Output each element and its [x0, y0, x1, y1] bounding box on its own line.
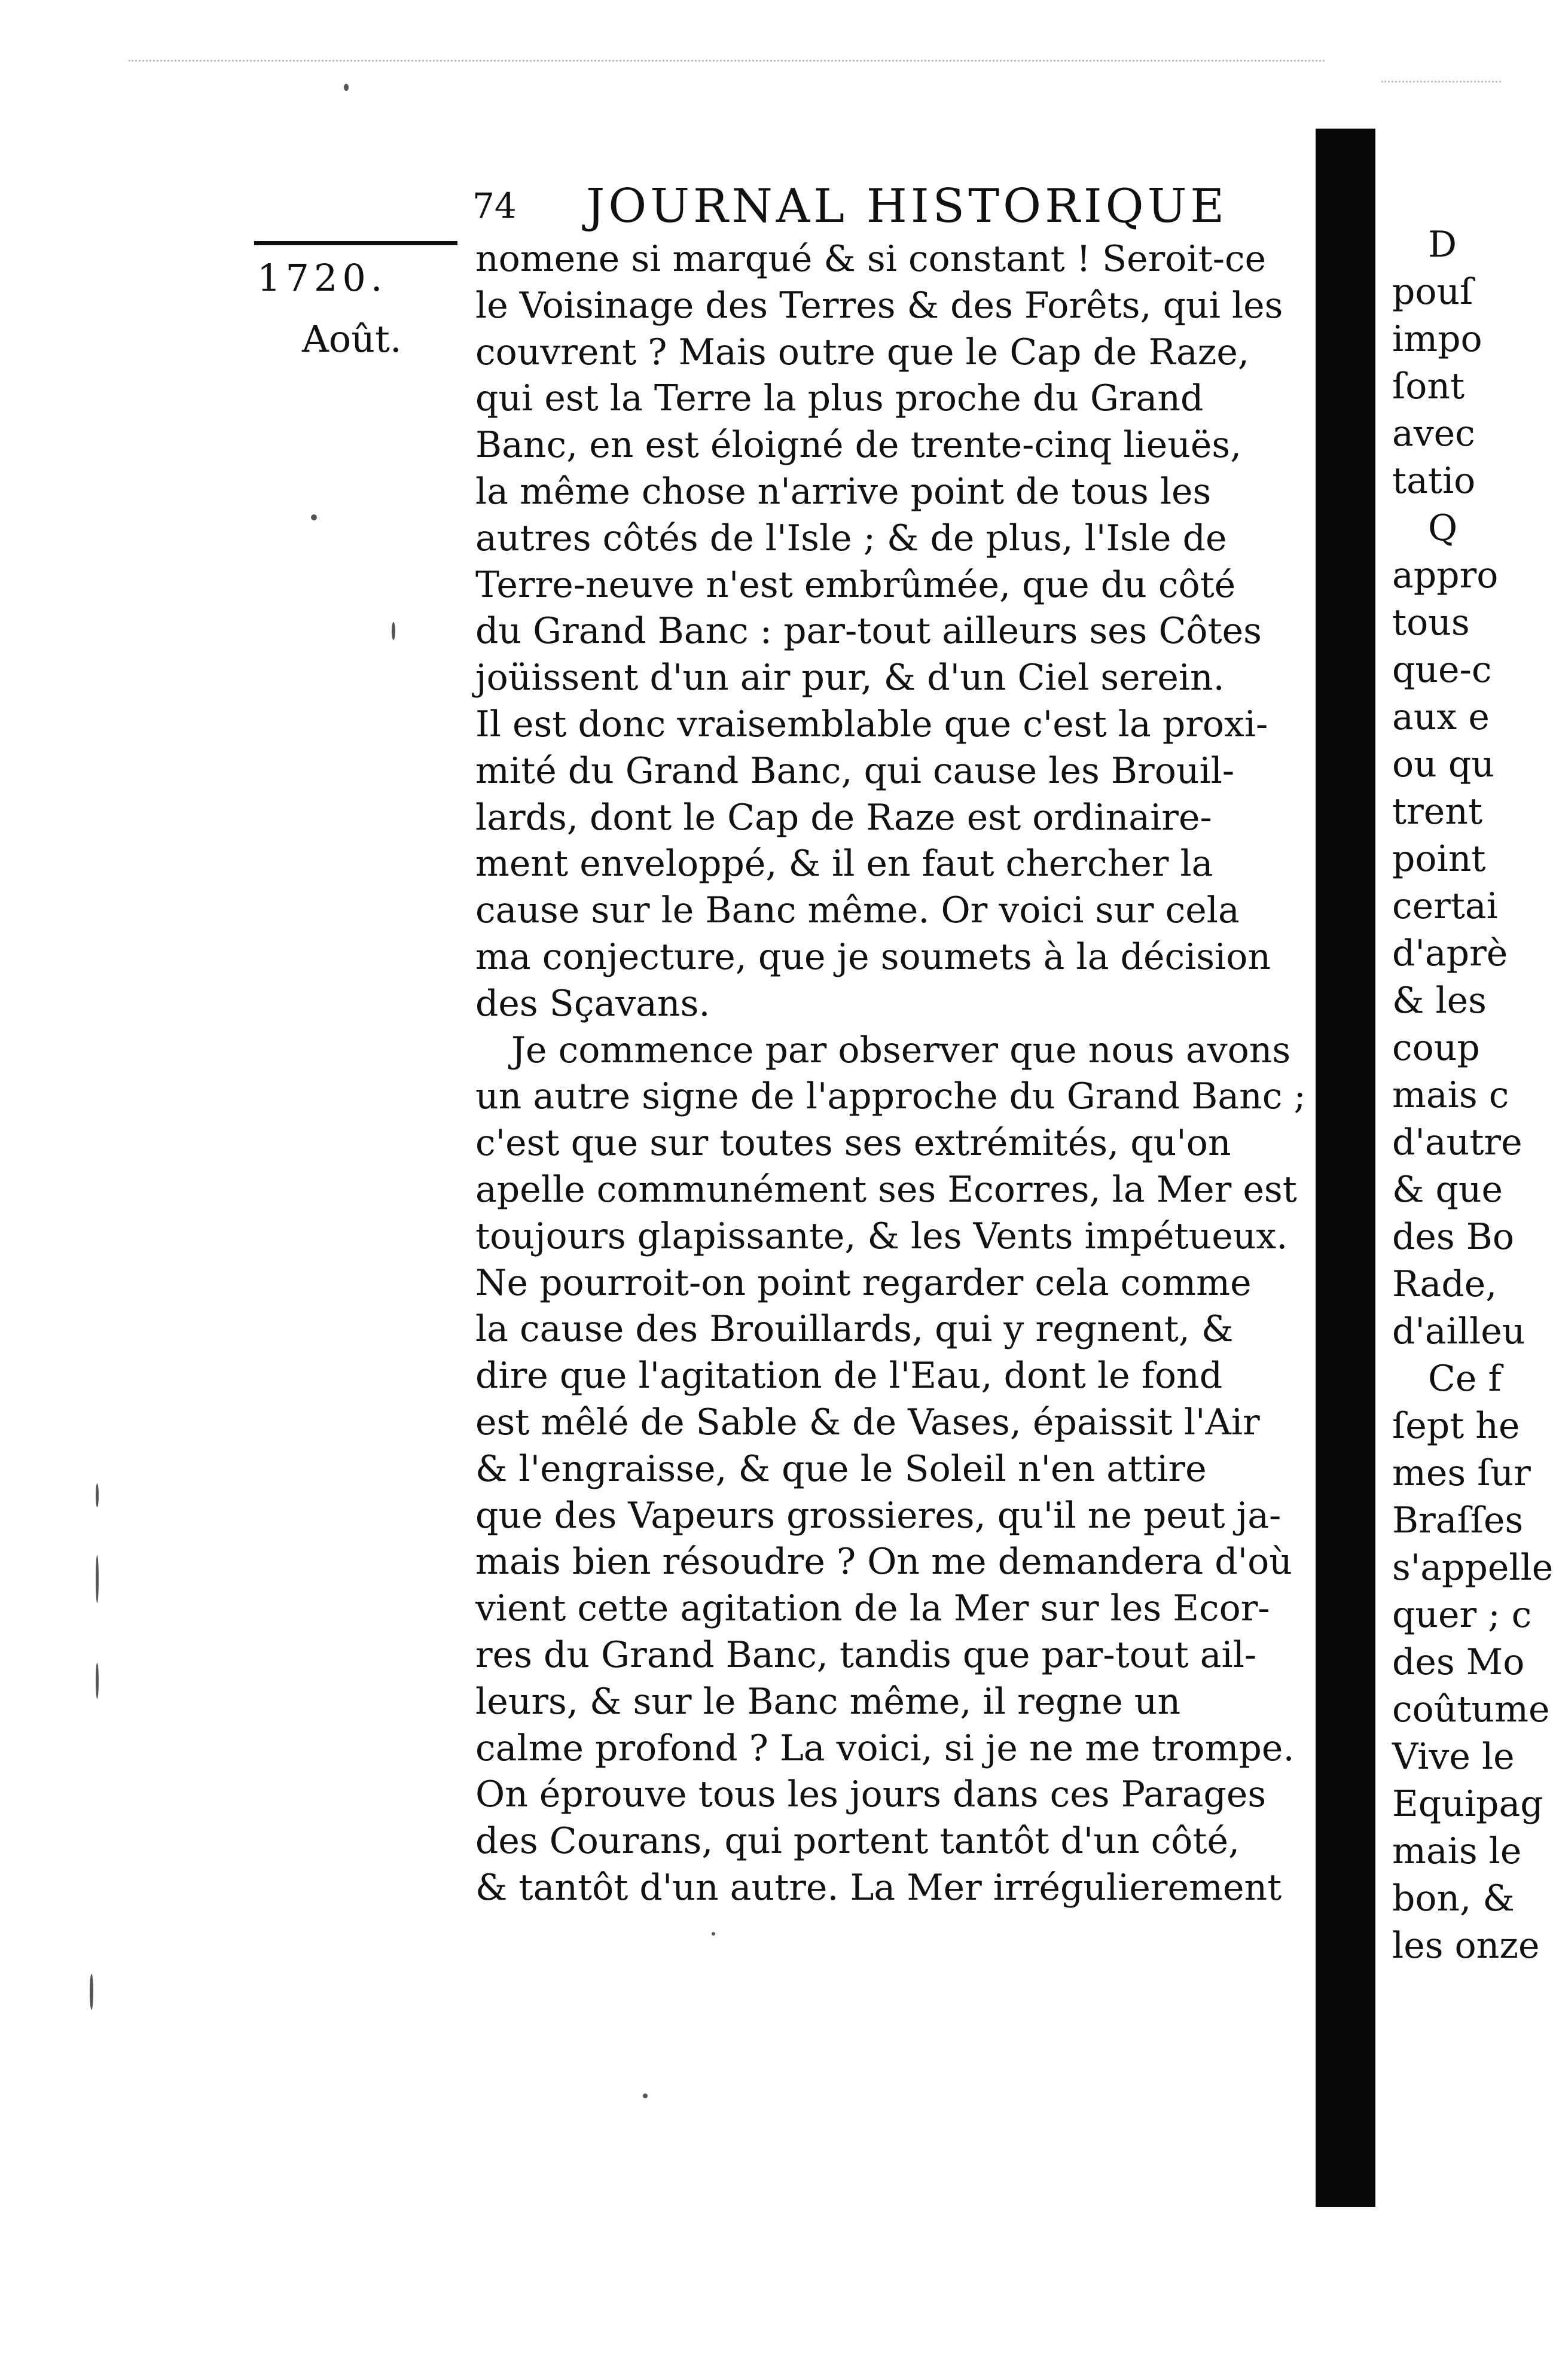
facing-text-line: point [1392, 838, 1486, 880]
facing-text-line: pouſ [1392, 271, 1473, 313]
text-line: dire que l'agitation de l'Eau, dont le fond [475, 1355, 1223, 1397]
text-line: qui est la Terre la plus proche du Grand [475, 377, 1204, 420]
facing-text-line: coûtume [1392, 1689, 1550, 1730]
facing-text-line: avec [1392, 413, 1475, 455]
facing-text-line: impo [1392, 318, 1482, 360]
ink-speck [96, 1483, 99, 1507]
text-line: la cause des Brouillards, qui y regnent, & [475, 1308, 1234, 1351]
text-line: & l'engraisse, & que le Soleil n'en attire [475, 1447, 1207, 1490]
text-line: On éprouve tous les jours dans ces Parages [475, 1773, 1267, 1816]
text-line: des Sçavans. [475, 982, 710, 1025]
facing-text-line: aux e [1392, 696, 1490, 738]
page-top-edge [129, 60, 1325, 65]
text-line: joüissent d'un air pur, & d'un Ciel serein. [475, 657, 1225, 699]
text-line: & tantôt d'un autre. La Mer irrégulierement [475, 1866, 1282, 1909]
text-line: un autre signe de l'approche du Grand Banc ; [475, 1075, 1306, 1118]
text-line: la même chose n'arrive point de tous les [475, 470, 1212, 513]
facing-text-line: ſept he [1392, 1405, 1520, 1447]
ink-speck [90, 1974, 93, 2010]
text-line: du Grand Banc : par-tout ailleurs ses Côtes [475, 610, 1262, 653]
facing-text-line: bon, & [1392, 1878, 1515, 1919]
text-line: couvrent ? Mais outre que le Cap de Raze, [475, 331, 1249, 373]
facing-text-line: Q [1428, 507, 1458, 549]
text-line: le Voisinage des Terres & des Forêts, qui les [475, 284, 1283, 327]
text-line: res du Grand Banc, tandis que par-tout ail- [475, 1634, 1257, 1676]
text-line: nomene si marqué & si constant ! Seroit-ce [475, 238, 1267, 280]
facing-text-line: trent [1392, 791, 1483, 833]
facing-text-line: D [1428, 224, 1457, 266]
text-line: Terre-neuve n'est embrûmée, que du côté [475, 563, 1236, 606]
margin-month: Août. [302, 317, 402, 361]
text-line: est mêlé de Sable & de Vases, épaissit l'Air [475, 1401, 1260, 1443]
text-line: ment enveloppé, & il en faut chercher la [475, 843, 1213, 885]
facing-text-line: mes ſur [1392, 1452, 1531, 1494]
facing-text-line: d'autre [1392, 1122, 1523, 1163]
facing-text-line: & les [1392, 980, 1487, 1022]
ink-speck [344, 84, 349, 91]
ink-speck [96, 1555, 99, 1603]
facing-text-line: des Mo [1392, 1641, 1525, 1683]
facing-text-line: coup [1392, 1027, 1480, 1069]
facing-text-line: mais le [1392, 1830, 1522, 1872]
facing-text-line: Rade, [1392, 1263, 1497, 1305]
text-line: c'est que sur toutes ses extrémités, qu'on [475, 1122, 1231, 1165]
facing-text-line: mais c [1392, 1074, 1509, 1116]
text-line: mité du Grand Banc, qui cause les Brouil- [475, 749, 1235, 792]
facing-text-line: tous [1392, 602, 1470, 644]
facing-text-line: Ce f [1428, 1358, 1502, 1400]
facing-text-line: des Bo [1392, 1216, 1514, 1258]
facing-text-line: s'appelle [1392, 1547, 1553, 1589]
facing-text-line: tatio [1392, 460, 1476, 502]
running-title: JOURNAL HISTORIQUE [586, 179, 1228, 233]
text-line: Banc, en est éloigné de trente-cinq lieuës, [475, 424, 1242, 467]
facing-text-line: d'ailleu [1392, 1311, 1525, 1352]
facing-text-line: que-c [1392, 649, 1492, 691]
text-line: cause sur le Banc même. Or voici sur cela [475, 889, 1240, 932]
text-line: Il est donc vraisemblable que c'est la proxi- [475, 703, 1268, 745]
facing-page-edge [1381, 81, 1501, 85]
ink-speck [643, 2093, 648, 2098]
text-line: apelle communément ses Ecorres, la Mer est [475, 1168, 1297, 1211]
facing-text-line: ſont [1392, 365, 1465, 407]
ink-speck [392, 622, 395, 640]
ink-speck [712, 1932, 715, 1936]
text-line: des Courans, qui portent tantôt d'un côté, [475, 1820, 1240, 1863]
facing-text-line: appro [1392, 554, 1499, 596]
ink-speck [96, 1663, 99, 1699]
text-line: vient cette agitation de la Mer sur les Ecor- [475, 1587, 1270, 1630]
facing-text-line: Equipag [1392, 1783, 1543, 1825]
facing-text-line: d'aprè [1392, 933, 1508, 974]
body-text [475, 236, 1306, 1912]
book-gutter [1316, 129, 1375, 2207]
ink-speck [311, 514, 317, 520]
text-line: que des Vapeurs grossieres, qu'il ne peut ja- [475, 1494, 1282, 1537]
facing-page-text [1392, 221, 1553, 1970]
text-line: toujours glapissante, & les Vents impétueux. [475, 1215, 1288, 1257]
facing-text-line: certai [1392, 885, 1498, 927]
text-line: calme profond ? La voici, si je ne me trompe. [475, 1727, 1295, 1769]
facing-text-line: Braſſes [1392, 1500, 1524, 1541]
margin-rule [254, 241, 457, 245]
facing-text-line: quer ; c [1392, 1594, 1532, 1636]
facing-text-line: les onze [1392, 1925, 1540, 1967]
text-line: Ne pourroit-on point regarder cela comme [475, 1261, 1252, 1304]
margin-year: 1720. [257, 256, 388, 300]
text-line: leurs, & sur le Banc même, il regne un [475, 1680, 1181, 1723]
text-line: mais bien résoudre ? On me demandera d'où [475, 1541, 1292, 1583]
text-line: Je commence par observer que nous avons [511, 1029, 1291, 1071]
text-line: ma conjecture, que je soumets à la décision [475, 935, 1271, 978]
facing-text-line: ou qu [1392, 743, 1494, 785]
facing-page [1375, 0, 1553, 2380]
facing-text-line: & que [1392, 1169, 1503, 1211]
text-line: lards, dont le Cap de Raze est ordinaire- [475, 796, 1212, 839]
page-number: 74 [472, 185, 517, 226]
facing-text-line: Vive le [1392, 1736, 1515, 1778]
text-line: autres côtés de l'Isle ; & de plus, l'Isle de [475, 517, 1227, 559]
